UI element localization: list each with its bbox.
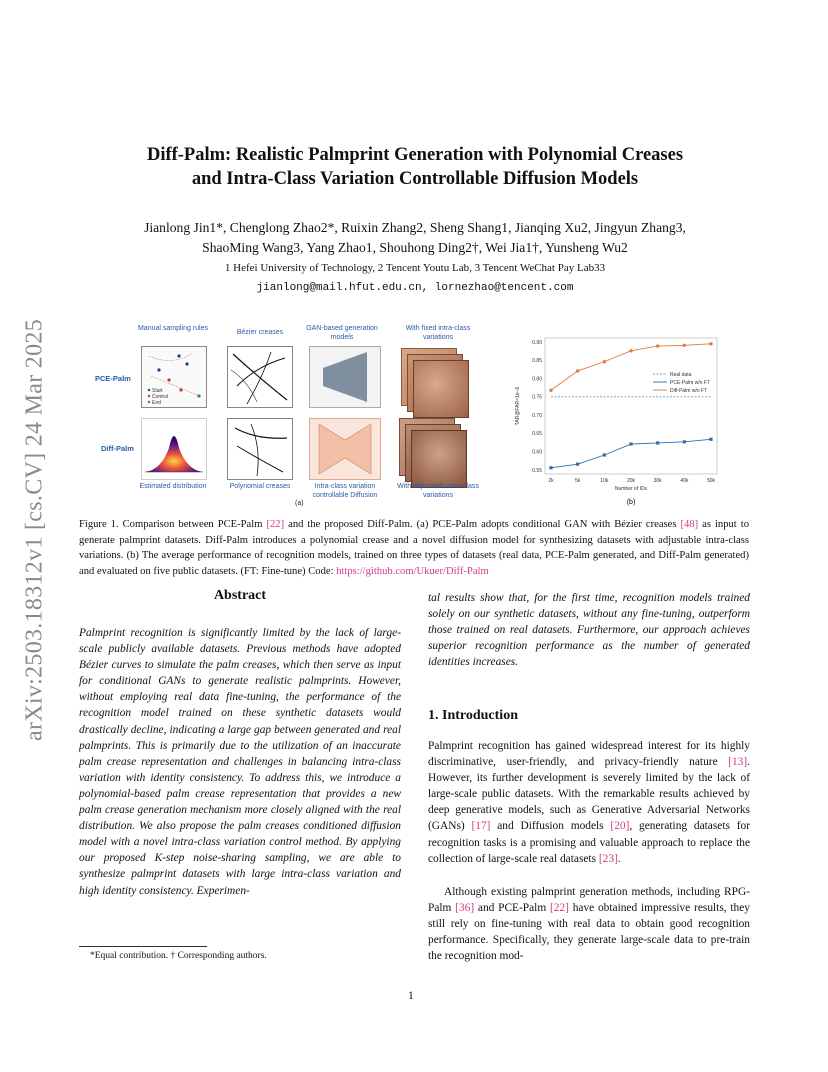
ref-13[interactable]: [13]: [728, 756, 748, 769]
intro-paragraph-1: Palmprint recognition has gained widespread interest for its highly discriminative, user-friendly, and privacy-friendly nature [13]. However, its further development is severely limited by the lack of large-scale public datasets. With the remarkable results achieved by deep generative models, such as Generative Adversarial Networks (GANs) [17] and Diffusion models [20], generating datasets for recognition tasks is a promising and valuable approach to replace the collection of large-scale real datasets [23].: [428, 740, 750, 865]
manual-sampling-plot: [141, 346, 207, 408]
data-point: [549, 466, 552, 469]
data-point: [709, 438, 712, 441]
abstract-continuation: tal results show that, for the first time, recognition models trained solely on our synthetic datasets, without any fine-tuning, outperform those trained on real datasets. Furthermore, our approach achieves superior recognition performance as the number of generated identities increases.: [428, 592, 750, 669]
data-point: [549, 389, 552, 392]
title-line-2: and Intra-Class Variation Controllable Diffusion Models: [191, 169, 639, 189]
ref-23[interactable]: [23]: [598, 852, 618, 865]
y-tick-label: 0.75: [532, 394, 542, 401]
data-point: [629, 442, 632, 445]
code-link[interactable]: https://github.com/Ukuer/Diff-Palm: [336, 565, 489, 577]
row-label-diff-palm: Diff-Palm: [101, 444, 134, 453]
legend-label: Real data: [670, 371, 692, 378]
estimated-distribution-plot: [141, 418, 207, 480]
data-point: [683, 344, 686, 347]
y-tick-label: 0.80: [532, 376, 542, 383]
affiliations: 1 Hefei University of Technology, 2 Tencent Youtu Lab, 3 Tencent WeChat Pay Lab33: [224, 262, 606, 274]
chart-y-axis-label: TAR@FAR=1e−6: [515, 386, 521, 426]
ref-48[interactable]: [48]: [680, 519, 699, 530]
data-point: [576, 463, 579, 466]
arxiv-identifier: arXiv:2503.18312v1 [cs.CV] 24 Mar 2025: [21, 318, 48, 742]
fig-label-diffusion: Intra-class variation controllable Diffusion: [312, 483, 378, 499]
y-tick-label: 0.90: [532, 339, 542, 346]
ref-22b[interactable]: [22]: [549, 902, 569, 915]
x-tick-label: 30k: [653, 478, 662, 484]
x-tick-label: 40k: [680, 478, 689, 484]
fig-label-adjustable-variation: With adjustable intra-class variations: [397, 483, 479, 499]
page-number: 1: [408, 990, 414, 1002]
data-point: [656, 441, 659, 444]
author-emails: jianlong@mail.hfut.edu.cn, lornezhao@tencent.com: [256, 282, 574, 294]
palm-image-adjustable-3: [411, 430, 467, 488]
data-point: [656, 344, 659, 347]
ref-20[interactable]: [20]: [610, 820, 630, 833]
fig-label-polynomial-creases: Polynomial creases: [229, 483, 291, 490]
data-point: [603, 453, 606, 456]
data-point: [629, 349, 632, 352]
row-label-pce-palm: PCE-Palm: [95, 374, 131, 383]
abstract-heading: Abstract: [213, 588, 267, 603]
legend-label: PCE-Palm w/o FT: [670, 379, 711, 386]
figure-b-tag: (b): [626, 499, 636, 506]
ref-22[interactable]: [22]: [266, 519, 285, 530]
paper-title: [90, 143, 740, 191]
fig-header-gan: GAN-based generation models: [306, 325, 378, 341]
bezier-creases-image: [227, 346, 293, 408]
data-point: [576, 369, 579, 372]
legend-control: Control: [152, 394, 169, 400]
fig-header-fixed-variation: With fixed intra-class variations: [405, 325, 471, 341]
intro-paragraph-2: Although existing palmprint generation methods, including RPG-Palm [36] and PCE-Palm [22] have obtained impressive results, they still rely on fine-tuning with real data to obtain good recognition performance. Specifically, they generate large-scale data to pre-train the recognition mod-: [428, 886, 750, 963]
y-tick-label: 0.60: [532, 449, 542, 456]
x-tick-label: 20k: [626, 478, 636, 484]
ref-36[interactable]: [36]: [455, 902, 475, 915]
footnote: *Equal contribution. † Corresponding authors.: [90, 951, 267, 961]
title-line-1: Diff-Palm: Realistic Palmprint Generation with Polynomial Creases: [146, 145, 684, 165]
figure-caption: Figure 1. Comparison between PCE-Palm [22] and the proposed Diff-Palm. (a) PCE-Palm adopts conditional GAN with Bézier creases [48] as input to generate palmprint datasets. Diff-Palm introduces a polynomial crease and a novel diffusion model for synthesizing datasets with adjustable intra-class variations. (b) The average performance of recognition models, trained on three types of datasets (real data, PCE-Palm generated, and Diff-Palm generated) and evaluated on five public datasets. (FT: Fine-tune) Code: https://github.com/Ukuer/Diff-Palm: [79, 519, 749, 577]
x-tick-label: 2k: [548, 478, 554, 484]
authors-line-2: ShaoMing Wang3, Yang Zhao1, Shouhong Ding2†, Wei Jia1†, Yunsheng Wu2: [202, 240, 628, 255]
x-tick-label: 5k: [575, 478, 581, 484]
x-tick-label: 50k: [706, 478, 716, 484]
legend-label: Diff-Palm w/o FT: [670, 387, 708, 394]
authors-line-1: Jianlong Jin1*, Chenglong Zhao2*, Ruixin Zhang2, Sheng Shang1, Jianqing Xu2, Jingyun Zhang3,: [144, 220, 686, 235]
chart-x-axis-label: Number of IDs: [614, 486, 648, 492]
y-tick-label: 0.85: [532, 358, 542, 365]
legend-start: Start: [152, 388, 163, 394]
ref-17[interactable]: [17]: [471, 820, 491, 833]
figure-1a: [95, 322, 485, 512]
y-tick-label: 0.55: [532, 467, 542, 474]
footnote-rule: [79, 946, 207, 947]
abstract-body: Palmprint recognition is significantly limited by the lack of large-scale publicly available datasets. Previous methods have adopted Bézier curves to simulate the palm creases, which then serve as input for conditional GANs to generate realistic palmprints. However, without employing real data fine-tuning, the performance of the recognition model trained on these synthetic datasets would drastically decline, indicating a large gap between generated and real palmprints. This is primarily due to the utilization of an inaccurate palm crease representation and challenges in balancing intra-class variation with identity consistency. To address this, we introduce a polynomial-based palm crease representation that provides a new palm crease generation mechanism more closely aligned with the real distribution. We also propose the palm creases conditioned diffusion model with a novel intra-class variation control method. By applying our proposed K-step noise-sharing sampling, we are able to synthesize palmprint datasets with large intra-class variation and high identity consistency. Experimen-: [79, 627, 401, 897]
y-tick-label: 0.65: [532, 431, 542, 438]
fig-label-estimated-distribution: Estimated distribution: [139, 483, 207, 490]
data-point: [603, 360, 606, 363]
fig-header-manual-sampling: Manual sampling rules: [137, 325, 209, 332]
diffusion-model-shape: [309, 418, 381, 480]
figure-1b-chart: [505, 330, 755, 516]
y-tick-label: 0.70: [532, 412, 542, 419]
x-tick-label: 10k: [600, 478, 609, 484]
data-point: [709, 342, 712, 345]
palm-image-fixed: [413, 360, 469, 418]
data-point: [683, 440, 686, 443]
legend-end: End: [152, 400, 161, 406]
chart-plot-area: [545, 338, 717, 474]
author-list: [90, 218, 740, 258]
fig-header-bezier: Bézier creases: [236, 329, 284, 336]
figure-a-tag: (a): [295, 500, 304, 507]
gan-model-shape: [309, 346, 381, 408]
polynomial-creases-image: [227, 418, 293, 480]
intro-heading: 1. Introduction: [428, 708, 518, 723]
